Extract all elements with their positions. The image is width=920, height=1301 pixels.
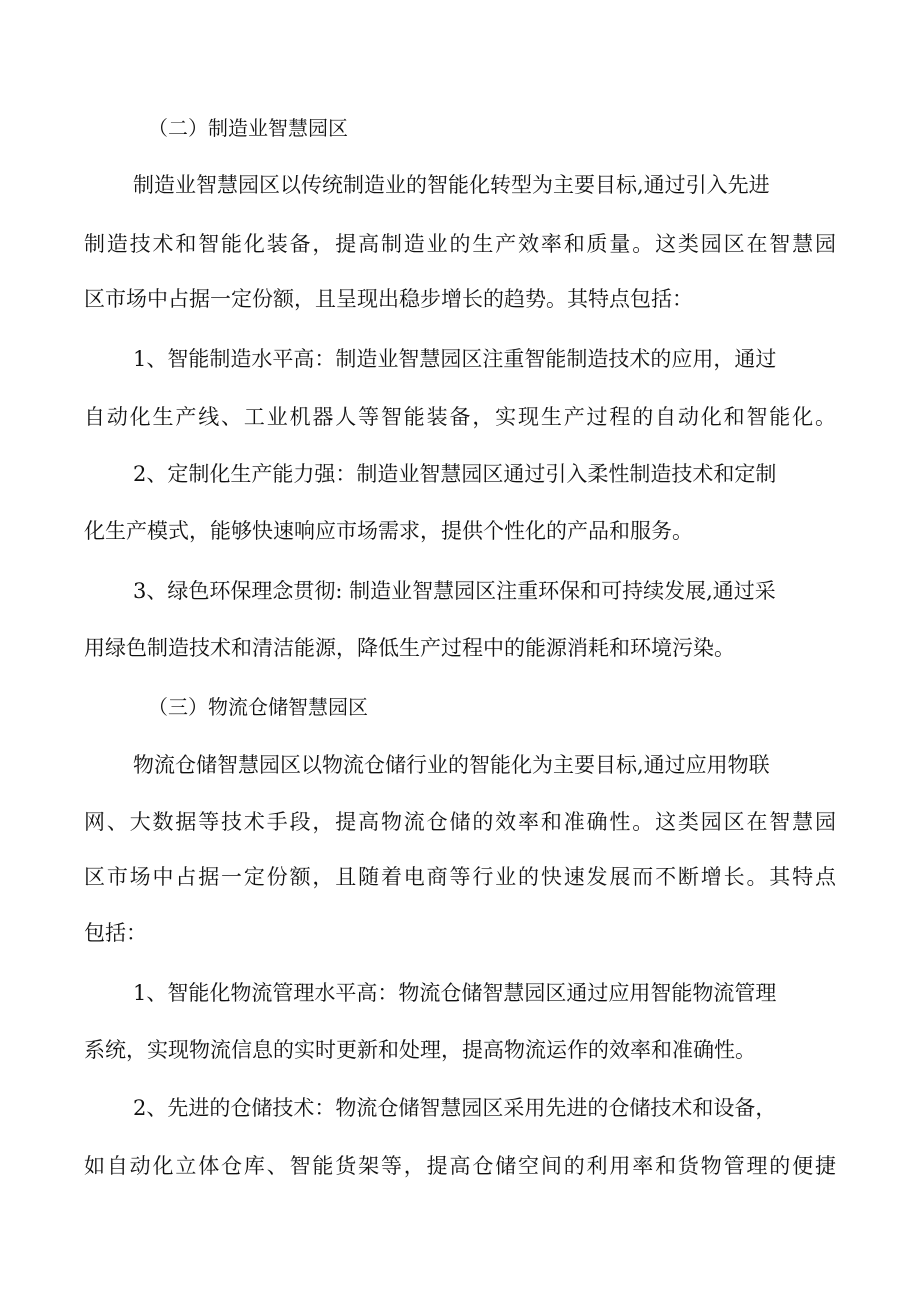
- paragraph-line: 制造业智慧园区以传统制造业的智能化转型为主要目标,通过引入先进: [133, 173, 770, 197]
- paragraph-line: 网、大数据等技术手段，提高物流仓储的效率和准确性。这类园区在智慧园: [84, 810, 836, 834]
- list-item-line: 自动化生产线、工业机器人等智能装备，实现生产过程的自动化和智能化。: [84, 405, 836, 429]
- paragraph-line: 制造技术和智能化装备，提高制造业的生产效率和质量。这类园区在智慧园: [84, 232, 836, 256]
- list-item-line: 系统，实现物流信息的实时更新和处理，提高物流运作的效率和准确性。: [84, 1038, 756, 1062]
- paragraph-line: 区市场中占据一定份额，且呈现出稳步增长的趋势。其特点包括：: [84, 287, 693, 311]
- list-item-line: 如自动化立体仓库、智能货架等，提高仓储空间的利用率和货物管理的便捷: [84, 1154, 836, 1178]
- list-item-line: 2、先进的仓储技术：物流仓储智慧园区采用先进的仓储技术和设备，: [133, 1096, 777, 1120]
- list-item-line: 2、定制化生产能力强：制造业智慧园区通过引入柔性制造技术和定制: [133, 462, 777, 486]
- list-item-line: 1、智能化物流管理水平高：物流仓储智慧园区通过应用智能物流管理: [133, 981, 777, 1005]
- list-item-line: 用绿色制造技术和清洁能源，降低生产过程中的能源消耗和环境污染。: [84, 636, 735, 660]
- list-item-line: 1、智能制造水平高：制造业智慧园区注重智能制造技术的应用，通过: [133, 347, 777, 371]
- list-item-line: 3、绿色环保理念贯彻: 制造业智慧园区注重环保和可持续发展,通过采: [133, 579, 776, 603]
- paragraph-line: 包括：: [84, 921, 147, 945]
- section-heading-logistics: （三）物流仓储智慧园区: [148, 695, 368, 719]
- paragraph-line: 区市场中占据一定份额，且随着电商等行业的快速发展而不断增长。其特点: [84, 865, 836, 889]
- paragraph-line: 物流仓储智慧园区以物流仓储行业的智能化为主要目标,通过应用物联: [133, 753, 770, 777]
- list-item-line: 化生产模式，能够快速响应市场需求，提供个性化的产品和服务。: [84, 519, 693, 543]
- section-heading-manufacturing: （二）制造业智慧园区: [148, 116, 348, 140]
